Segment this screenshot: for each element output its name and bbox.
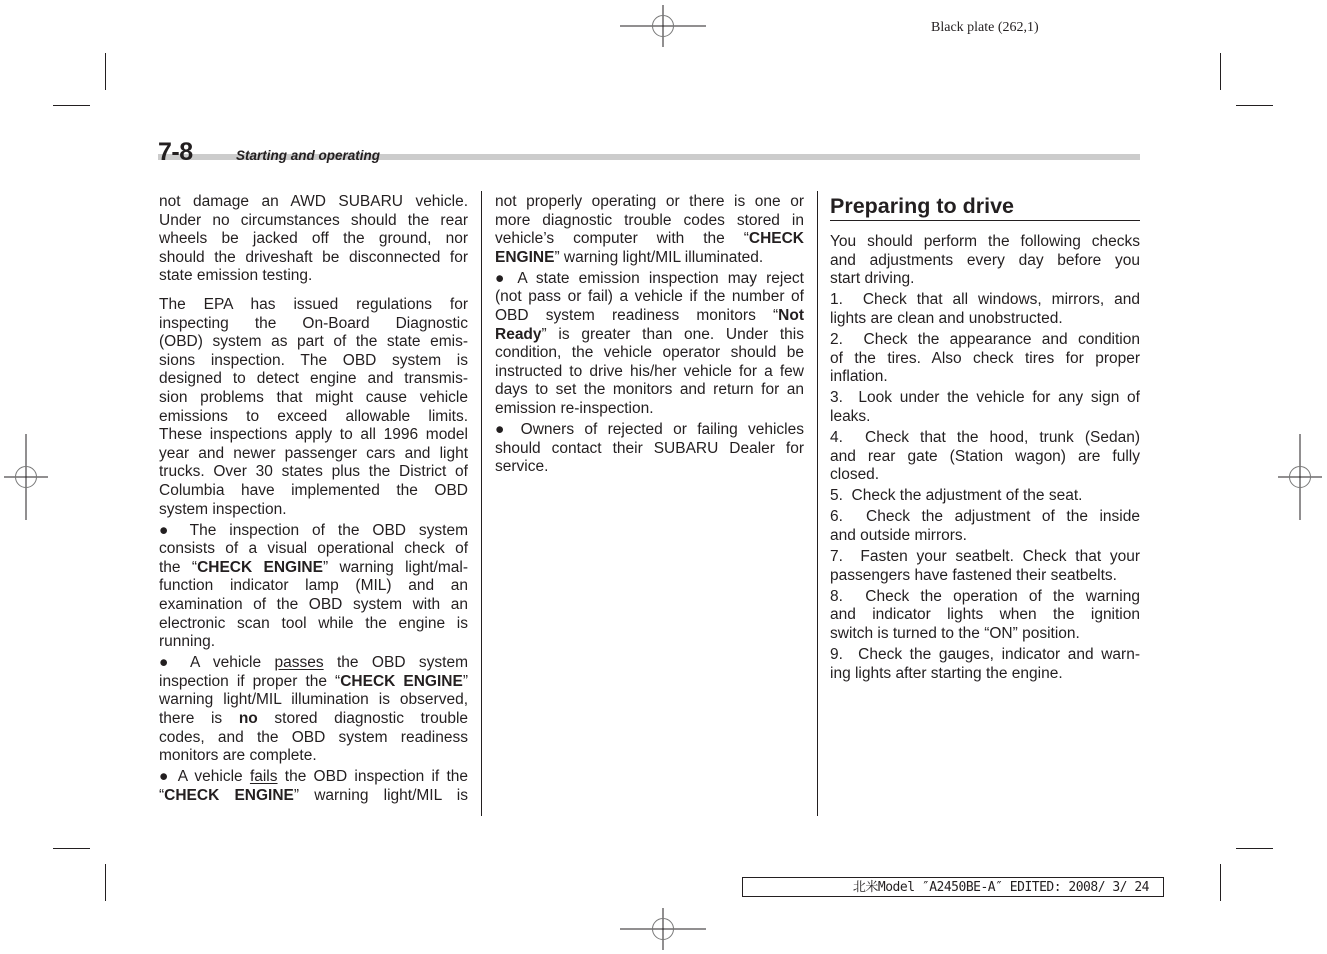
- bullet-vehicle-passes: ● A vehicle passes the OBD system inspection if proper the “CHECK ENGINE” warning light/MIL illumination is observed, there is no stored diagnostic trouble codes, and the OBD system readiness monitors are complete.: [159, 654, 469, 765]
- checklist-item-1: 1. Check that all windows, mirrors, and lights are clean and unobstructed.: [830, 291, 1140, 327]
- checklist-item-6: 6. Check the adjustment of the inside and outside mirrors.: [830, 508, 1140, 544]
- not-term: Not: [778, 307, 804, 325]
- bullet-vehicle-fails: ● A vehicle fails the OBD inspection if the “CHECK ENGINE” warning light/MIL is: [159, 768, 468, 804]
- checklist-item-3: 3. Look under the vehicle for any sign of leaks.: [830, 389, 1140, 425]
- section-heading: Preparing to drive: [830, 193, 1140, 221]
- ready-term: Ready: [495, 325, 542, 343]
- passes-term: passes: [274, 654, 324, 672]
- checklist-item-9: 9. Check the gauges, indicator and warn- ing lights after starting the engine.: [830, 645, 1140, 682]
- checklist-item-4: 4. Check that the hood, trunk (Sedan) and rear gate (Station wagon) are fully closed.: [830, 428, 1140, 484]
- column-3: [830, 233, 1140, 683]
- check-engine-term: CHECK ENGINE: [340, 672, 463, 690]
- registration-mark-right-icon: [1278, 434, 1322, 520]
- paragraph-obd-continued: not properly operating or there is one or more diagnostic trouble codes stored in vehicle’s computer with the “CHECK ENGINE” warning light/MIL illuminated.: [495, 193, 804, 266]
- column-2: [495, 193, 804, 477]
- column-divider-1: [481, 191, 482, 816]
- page-header: [158, 138, 1140, 168]
- bullet-obd-inspection: ● The inspection of the OBD system consists of a visual operational check of the “CHECK ENGINE” warning light/mal- function indicator lamp (MIL) and an examination of the OBD system with an electronic scan tool while the engine is running.: [159, 521, 468, 651]
- registration-mark-bottom-icon: [620, 908, 706, 952]
- check-engine-term: CHECK: [748, 230, 804, 248]
- page-number: 7-8: [158, 138, 193, 166]
- checklist-item-2: 2. Check the appearance and condition of the tires. Also check tires for proper inflation.: [830, 330, 1140, 386]
- check-engine-term: CHECK ENGINE: [197, 558, 323, 576]
- paragraph-epa-regulations: The EPA has issued regulations for inspecting the On-Board Diagnostic (OBD) system as part of the state emis- sions inspection. The OBD system is designed to detect engine and transmis- sion problems that might cause vehicle emissions to exceed allowable limits. These inspections apply to all 1996 model year and newer passenger cars and light trucks. Over 30 states plus the District of Columbia have implemented the OBD system inspection.: [159, 295, 468, 518]
- checklist-item-8: 8. Check the operation of the warning and indicator lights when the ignition switch is turned to the “ON” position.: [830, 587, 1140, 642]
- section-title: Starting and operating: [236, 148, 381, 163]
- bullet-owners-contact-dealer: ● Owners of rejected or failing vehicles should contact their SUBARU Dealer for service.: [495, 421, 804, 476]
- registration-mark-top-icon: [620, 4, 706, 48]
- checklist-item-5: 5. Check the adjustment of the seat.: [830, 487, 1083, 505]
- column-1: [159, 193, 468, 806]
- check-engine-term: ENGINE: [495, 248, 555, 266]
- no-term: no: [238, 710, 258, 728]
- registration-mark-left-icon: [4, 434, 48, 520]
- plate-label: Black plate (262,1): [931, 20, 1039, 35]
- column-divider-2: [817, 191, 818, 816]
- fails-term: fails: [249, 768, 278, 786]
- edit-info-footer: 北米Model ″A2450BE-A″ EDITED: 2008/ 3/ 24: [742, 877, 1164, 897]
- check-engine-term: CHECK ENGINE: [164, 786, 294, 804]
- bullet-state-emission-reject: ● A state emission inspection may reject (not pass or fail) a vehicle if the number of OBD system readiness monitors “Not Ready” is greater than one. Under this condition, the vehicle operator should be instructed to drive his/her vehicle for a few days to set the monitors and return for an emission re-inspection.: [495, 269, 804, 418]
- paragraph-intro: You should perform the following checks and adjustments every day before you start driving.: [830, 233, 1140, 288]
- paragraph-awd-warning: not damage an AWD SUBARU vehicle. Under no circumstances should the rear wheels be jacked off the ground, nor should the driveshaft be disconnected for state emission testing.: [159, 193, 468, 285]
- checklist-item-7: 7. Fasten your seatbelt. Check that your passengers have fastened their seatbelts.: [830, 548, 1140, 584]
